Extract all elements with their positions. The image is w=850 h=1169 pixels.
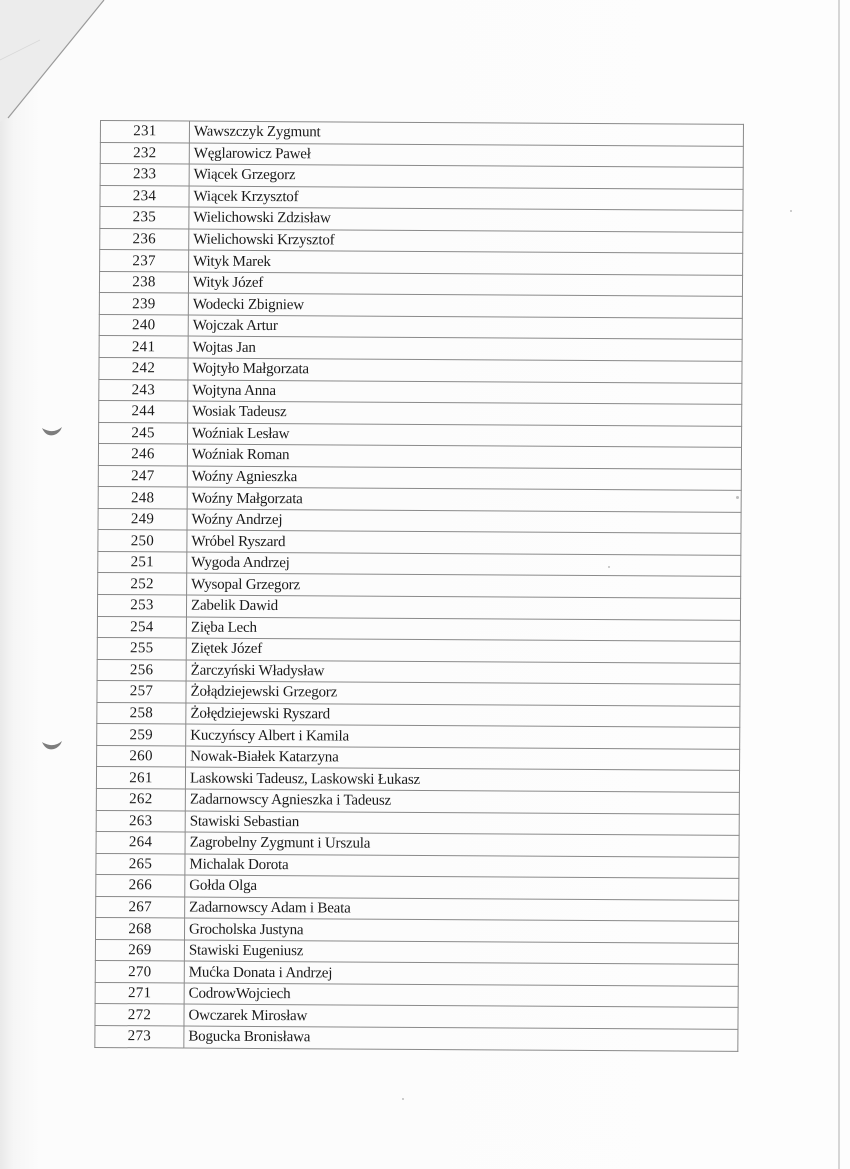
names-table bbox=[94, 120, 744, 1051]
row-number: 235 bbox=[100, 207, 189, 229]
scan-speck bbox=[402, 1098, 404, 1100]
row-number: 257 bbox=[97, 681, 186, 703]
row-number: 233 bbox=[100, 164, 189, 186]
person-name: Woźny Agnieszka bbox=[187, 466, 741, 491]
person-name: Wróbel Ryszard bbox=[187, 530, 741, 555]
person-name: Stawiski Eugeniusz bbox=[184, 940, 738, 965]
person-name: Grocholska Justyna bbox=[184, 918, 738, 943]
row-number: 240 bbox=[99, 314, 188, 336]
person-name: Wygoda Andrzej bbox=[187, 552, 741, 577]
person-name: Woźniak Lesław bbox=[188, 423, 742, 448]
person-name: Laskowski Tadeusz, Laskowski Łukasz bbox=[185, 767, 739, 792]
person-name: Wawszczyk Zygmunt bbox=[189, 121, 743, 146]
row-number: 260 bbox=[97, 745, 186, 767]
person-name: Michalak Dorota bbox=[185, 854, 739, 879]
punch-hole-mark bbox=[40, 424, 64, 438]
row-number: 247 bbox=[98, 465, 187, 487]
row-number: 232 bbox=[100, 142, 189, 164]
person-name: Mućka Donata i Andrzej bbox=[184, 961, 738, 986]
row-number: 239 bbox=[99, 293, 188, 315]
person-name: Wodecki Zbigniew bbox=[188, 293, 742, 318]
person-name: CodrowWojciech bbox=[184, 983, 738, 1008]
row-number: 236 bbox=[100, 228, 189, 250]
row-number: 244 bbox=[99, 401, 188, 423]
row-number: 269 bbox=[95, 939, 184, 961]
row-number: 264 bbox=[96, 832, 185, 854]
row-number: 234 bbox=[100, 185, 189, 207]
row-number: 251 bbox=[98, 551, 187, 573]
row-number: 265 bbox=[96, 853, 185, 875]
person-name: Wojtyna Anna bbox=[188, 380, 742, 405]
person-name: Wojtas Jan bbox=[188, 337, 742, 362]
row-number: 266 bbox=[96, 875, 185, 897]
person-name: Wiącek Grzegorz bbox=[189, 164, 743, 189]
person-name: Wityk Józef bbox=[188, 272, 742, 297]
person-name: Bogucka Bronisława bbox=[184, 1026, 738, 1051]
row-number: 270 bbox=[95, 961, 184, 983]
row-number: 246 bbox=[98, 444, 187, 466]
person-name: Wosiak Tadeusz bbox=[188, 401, 742, 426]
row-number: 231 bbox=[100, 121, 189, 143]
person-name: Zięba Lech bbox=[186, 617, 740, 642]
row-number: 268 bbox=[95, 918, 184, 940]
names-table-body bbox=[95, 121, 744, 1051]
person-name: Ziętek Józef bbox=[186, 638, 740, 663]
corner-fold-mark bbox=[0, 0, 120, 130]
row-number: 271 bbox=[95, 982, 184, 1004]
row-number: 255 bbox=[97, 638, 186, 660]
person-name: Zadarnowscy Adam i Beata bbox=[185, 897, 739, 922]
row-number: 238 bbox=[99, 271, 188, 293]
row-number: 256 bbox=[97, 659, 186, 681]
person-name: Nowak-Białek Katarzyna bbox=[186, 746, 740, 771]
person-name: Wojtyło Małgorzata bbox=[188, 358, 742, 383]
person-name: Stawiski Sebastian bbox=[185, 811, 739, 836]
row-number: 254 bbox=[97, 616, 186, 638]
person-name: Wityk Marek bbox=[189, 250, 743, 275]
row-number: 241 bbox=[99, 336, 188, 358]
person-name: Żołądziejewski Grzegorz bbox=[186, 681, 740, 706]
person-name: Wielichowski Krzysztof bbox=[189, 229, 743, 254]
person-name: Węglarowicz Paweł bbox=[189, 143, 743, 168]
row-number: 249 bbox=[98, 508, 187, 530]
row-number: 252 bbox=[98, 573, 187, 595]
person-name: Zadarnowscy Agnieszka i Tadeusz bbox=[185, 789, 739, 814]
row-number: 243 bbox=[99, 379, 188, 401]
person-name: Żołędziejewski Ryszard bbox=[186, 703, 740, 728]
punch-hole-mark bbox=[40, 738, 64, 752]
person-name: Żarczyński Władysław bbox=[186, 660, 740, 685]
row-number: 258 bbox=[97, 702, 186, 724]
row-number: 250 bbox=[98, 530, 187, 552]
person-name: Gołda Olga bbox=[185, 875, 739, 900]
person-name: Wojczak Artur bbox=[188, 315, 742, 340]
page-edge-line bbox=[838, 0, 840, 1169]
row-number: 245 bbox=[99, 422, 188, 444]
row-number: 267 bbox=[96, 896, 185, 918]
person-name: Woźniak Roman bbox=[187, 444, 741, 469]
person-name: Zagrobelny Zygmunt i Urszula bbox=[185, 832, 739, 857]
person-name: Zabelik Dawid bbox=[186, 595, 740, 620]
person-name: Wiącek Krzysztof bbox=[189, 186, 743, 211]
table-row bbox=[95, 1025, 738, 1050]
row-number: 262 bbox=[96, 788, 185, 810]
row-number: 242 bbox=[99, 358, 188, 380]
person-name: Wielichowski Zdzisław bbox=[189, 207, 743, 232]
person-name: Wysopal Grzegorz bbox=[187, 574, 741, 599]
row-number: 237 bbox=[100, 250, 189, 272]
row-number: 261 bbox=[96, 767, 185, 789]
row-number: 263 bbox=[96, 810, 185, 832]
person-name: Woźny Andrzej bbox=[187, 509, 741, 534]
person-name: Owczarek Mirosław bbox=[184, 1004, 738, 1029]
scan-speck bbox=[790, 210, 792, 212]
person-name: Woźny Małgorzata bbox=[187, 487, 741, 512]
row-number: 273 bbox=[95, 1025, 184, 1047]
row-number: 248 bbox=[98, 487, 187, 509]
row-number: 259 bbox=[97, 724, 186, 746]
row-number: 272 bbox=[95, 1004, 184, 1026]
row-number: 253 bbox=[97, 595, 186, 617]
person-name: Kuczyńscy Albert i Kamila bbox=[186, 724, 740, 749]
